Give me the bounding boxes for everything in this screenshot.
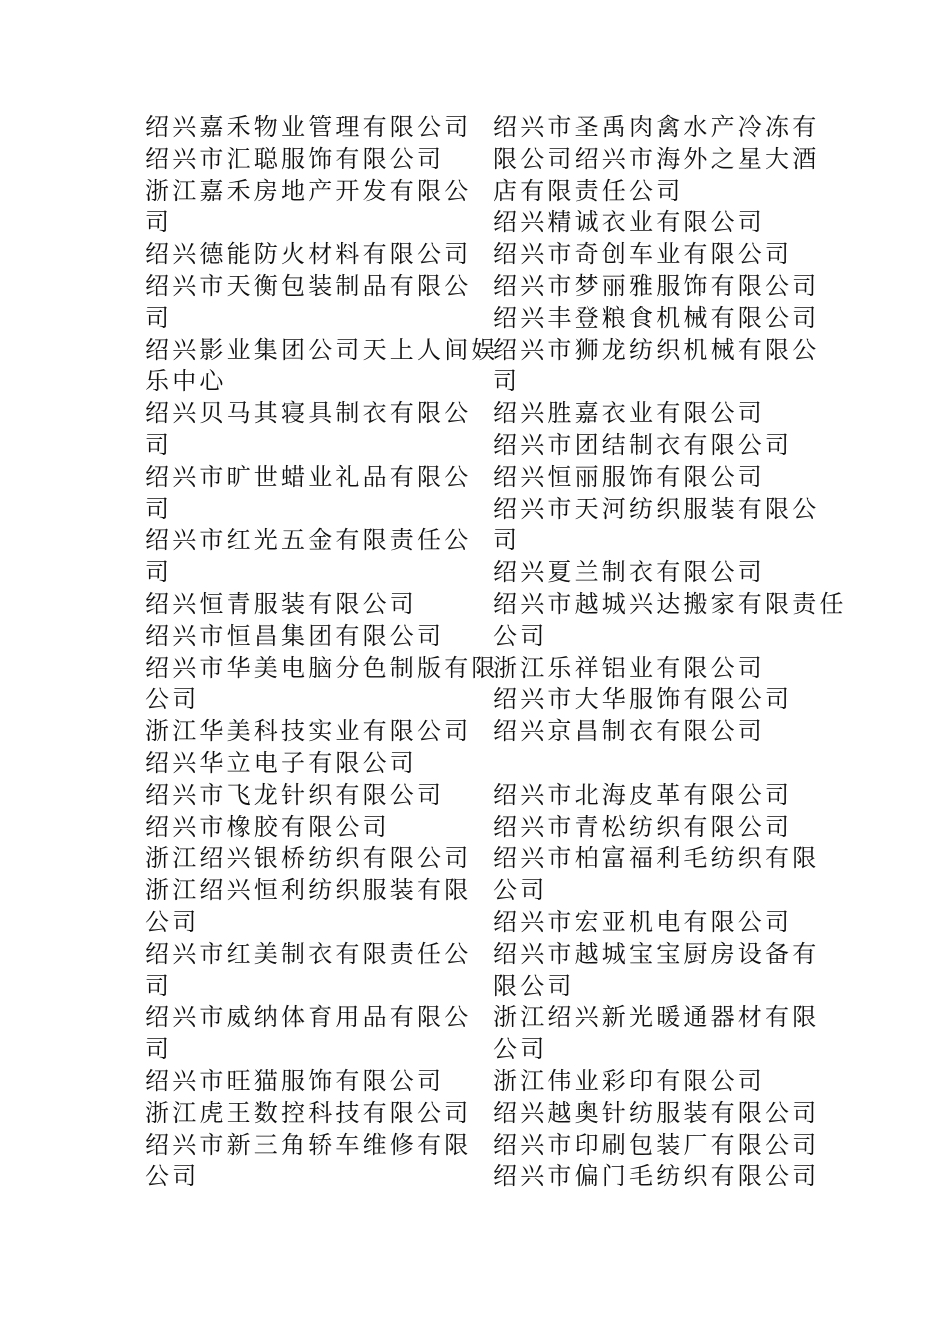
company-list-line: 绍兴市越城兴达搬家有限责任 <box>493 589 847 618</box>
company-list-line: 绍兴市柏富福利毛纺织有限 <box>493 844 820 873</box>
company-list-line: 司 <box>145 494 173 523</box>
company-list-line: 绍兴市飞龙针织有限公司 <box>145 780 445 809</box>
company-list-line: 绍兴市汇聪服饰有限公司 <box>145 144 445 173</box>
company-list-line: 绍兴市狮龙纺织机械有限公 <box>493 335 820 364</box>
company-list-line: 绍兴市青松纺织有限公司 <box>493 812 793 841</box>
company-list-line: 绍兴胜嘉衣业有限公司 <box>493 399 765 428</box>
company-list-line: 绍兴市旷世蜡业礼品有限公 <box>145 462 472 491</box>
company-list-line: 绍兴市新三角轿车维修有限 <box>145 1130 472 1159</box>
company-list-line: 司 <box>145 430 173 459</box>
left-company-list <box>145 112 499 1193</box>
company-list-line: 绍兴市红美制衣有限责任公 <box>145 939 472 968</box>
company-list-line: 限公司绍兴市海外之星大酒 <box>493 144 820 173</box>
company-list-line: 绍兴市梦丽雅服饰有限公司 <box>493 271 820 300</box>
company-list-line: 绍兴市宏亚机电有限公司 <box>493 907 793 936</box>
company-list-line: 绍兴市大华服饰有限公司 <box>493 685 793 714</box>
company-list-line: 绍兴市恒昌集团有限公司 <box>145 621 445 650</box>
company-list-line: 绍兴恒丽服饰有限公司 <box>493 462 765 491</box>
company-list-line: 司 <box>145 303 173 332</box>
company-list-line: 店有限责任公司 <box>493 176 684 205</box>
company-list-line: 浙江绍兴新光暖通器材有限 <box>493 1003 820 1032</box>
company-list-line: 绍兴恒青服装有限公司 <box>145 589 417 618</box>
company-list-line: 绍兴嘉禾物业管理有限公司 <box>145 113 472 141</box>
company-list-line: 司 <box>145 1035 173 1064</box>
company-list-line: 绍兴市天河纺织服装有限公 <box>493 494 820 523</box>
company-list-line: 司 <box>493 367 521 396</box>
company-list-line: 绍兴市威纳体育用品有限公 <box>145 1003 472 1032</box>
company-list-line: 绍兴京昌制衣有限公司 <box>493 717 765 746</box>
right-company-list <box>493 112 847 1193</box>
company-list-line: 公司 <box>145 685 200 714</box>
company-list-line: 绍兴市华美电脑分色制版有限 <box>145 653 499 682</box>
company-list-line: 绍兴夏兰制衣有限公司 <box>493 558 765 587</box>
company-list-line: 绍兴市北海皮革有限公司 <box>493 780 793 809</box>
company-list-line: 浙江华美科技实业有限公司 <box>145 717 472 746</box>
company-list-line: 绍兴贝马其寝具制衣有限公 <box>145 399 472 428</box>
company-list-line: 绍兴丰登粮食机械有限公司 <box>493 303 820 332</box>
company-list-line: 限公司 <box>493 971 575 1000</box>
company-list-line: 绍兴市旺猫服饰有限公司 <box>145 1066 445 1095</box>
company-list-line: 浙江伟业彩印有限公司 <box>493 1066 765 1095</box>
company-list-line: 绍兴市奇创车业有限公司 <box>493 240 793 269</box>
company-list-line: 绍兴市天衡包装制品有限公 <box>145 271 472 300</box>
company-list-line: 浙江虎王数控科技有限公司 <box>145 1098 472 1127</box>
company-list-line: 公司 <box>493 876 548 905</box>
company-list-line: 绍兴市圣禹肉禽水产冷冻有 <box>493 113 820 141</box>
company-list-line: 浙江绍兴恒利纺织服装有限 <box>145 876 472 905</box>
company-list-line: 浙江绍兴银桥纺织有限公司 <box>145 844 472 873</box>
company-list-line: 绍兴德能防火材料有限公司 <box>145 240 472 269</box>
company-list-line: 浙江乐祥铝业有限公司 <box>493 653 765 682</box>
company-list-line: 绍兴市橡胶有限公司 <box>145 812 390 841</box>
company-list-line: 绍兴影业集团公司天上人间娱 <box>145 335 499 364</box>
company-list-line: 公司 <box>145 1162 200 1191</box>
company-list-line: 公司 <box>493 621 548 650</box>
company-list-line: 公司 <box>145 907 200 936</box>
company-list-line: 公司 <box>493 1035 548 1064</box>
company-list-line: 绍兴市越城宝宝厨房设备有 <box>493 939 820 968</box>
company-list-line: 绍兴市印刷包装厂有限公司 <box>493 1130 820 1159</box>
company-list-line: 绍兴华立电子有限公司 <box>145 748 417 777</box>
company-list-line: 绍兴市偏门毛纺织有限公司 <box>493 1162 820 1191</box>
company-list-line: 绍兴市团结制衣有限公司 <box>493 430 793 459</box>
company-list-line: 司 <box>145 208 173 237</box>
company-list-line: 绍兴市红光五金有限责任公 <box>145 526 472 555</box>
company-list-line: 司 <box>145 558 173 587</box>
company-list-line: 绍兴越奥针纺服装有限公司 <box>493 1098 820 1127</box>
company-list-line <box>493 748 811 780</box>
company-list-line: 浙江嘉禾房地产开发有限公 <box>145 176 472 205</box>
company-list-line: 司 <box>145 971 173 1000</box>
company-list-line: 乐中心 <box>145 367 227 396</box>
company-list-line: 绍兴精诚衣业有限公司 <box>493 208 765 237</box>
company-list-line: 司 <box>493 526 521 555</box>
